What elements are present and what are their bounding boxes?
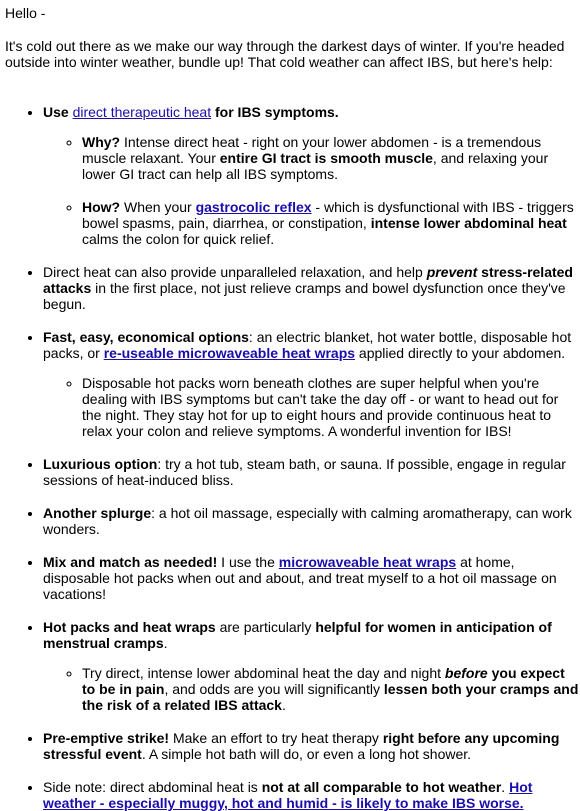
- list-item-relaxation: [43, 264, 580, 312]
- how-text-2: - which is dysfunctional with IBS - triggers bowel spasms, pain, diarrhea, or constipation,: [82, 199, 574, 231]
- options-text-1: : an electric blanket, hot water bottle, disposable hot packs, or: [43, 329, 572, 361]
- before-text-2: , and odds are you will significantly: [164, 681, 384, 697]
- options-bold: Fast, easy, economical options: [43, 329, 249, 345]
- how-label: How?: [82, 199, 121, 215]
- list-item-why: [82, 134, 579, 182]
- cramps-text-1: are particularly: [215, 619, 316, 635]
- relax-bold: stress-related attacks: [43, 264, 573, 296]
- side-note-text-1: Side note: direct abdominal heat is: [43, 779, 262, 795]
- before-bold-1: you expect to be in pain: [82, 665, 565, 697]
- preemptive-text-1: Make an effort to try heat therapy: [169, 730, 383, 746]
- direct-therapeutic-heat-link[interactable]: direct therapeutic heat: [72, 104, 212, 120]
- relax-text-1: Direct heat can also provide unparalleled relaxation, and help: [43, 264, 427, 280]
- list-item-luxurious-option: [43, 456, 580, 488]
- list-item-side-note: [43, 779, 580, 811]
- how-bold: intense lower abdominal heat: [370, 215, 567, 231]
- preemptive-bold-2: right before any upcoming stressful event: [43, 730, 560, 762]
- list-item-how: [82, 199, 579, 247]
- before-emphasis: before: [444, 665, 488, 681]
- side-note-text-2: .: [501, 779, 510, 795]
- reuseable-heat-wraps-link[interactable]: re-useable microwaveable heat wraps: [103, 345, 356, 361]
- before-bold-2: lessen both your cramps and the risk of a related IBS attack: [82, 681, 579, 713]
- disposable-text: Disposable hot packs worn beneath clothes are super helpful when you're dealing with IBS symptoms but can't take the day off - or want to head out for the night. They stay hot for up to eight hours and provide continuous heat to relax your colon and relieve symptoms. A wonderful invention for IBS!: [82, 375, 559, 439]
- splurge-text: : a hot oil massage, especially with calming aromatherapy, can work wonders.: [43, 505, 572, 537]
- how-text-1: When your: [120, 199, 196, 215]
- list-item-try-heat-before: [82, 665, 579, 713]
- list-item-mix-and-match: [43, 554, 580, 602]
- item1-lead: Use: [43, 104, 73, 120]
- intro-paragraph: It's cold out there as we make our way through the darkest days of winter. If you're headed outside into winter weather, bundle up! That cold weather can affect IBS, but here's help:: [5, 38, 565, 70]
- greeting: Hello -: [5, 5, 46, 21]
- gastrocolic-reflex-link[interactable]: gastrocolic reflex: [195, 199, 312, 215]
- why-text-2: , and relaxing your lower GI tract can help all IBS symptoms.: [82, 150, 549, 182]
- microwaveable-heat-wraps-link[interactable]: microwaveable heat wraps: [278, 554, 457, 570]
- mix-text-2: at home, disposable hot packs when out and about, and treat myself to a hot oil massage on vacations!: [43, 554, 557, 602]
- cramps-bold-2: helpful for women in anticipation of menstrual cramps: [43, 619, 552, 651]
- side-note-bold: not at all comparable to hot weather: [261, 779, 502, 795]
- relax-prevent: prevent: [426, 264, 478, 280]
- mix-text-1: I use the: [217, 554, 279, 570]
- cramps-text-2: .: [163, 635, 168, 651]
- list-item-economical-options: [43, 329, 580, 439]
- options-text-2: applied directly to your abdomen.: [355, 345, 566, 361]
- luxurious-text: : try a hot tub, steam bath, or sauna. If possible, engage in regular sessions of heat-induced bliss.: [43, 456, 566, 488]
- relax-text-2: in the first place, not just relieve cramps and bowel dysfunction once they've begun.: [43, 280, 566, 312]
- preemptive-text-2: . A simple hot bath will do, or even a long hot shower.: [141, 746, 472, 762]
- before-text-3: .: [281, 697, 286, 713]
- list-item-direct-heat: [43, 104, 580, 247]
- list-item-pre-emptive: [43, 730, 580, 762]
- why-label: Why?: [82, 134, 121, 150]
- tips-list: [5, 104, 580, 811]
- direct-heat-sublist: [43, 134, 580, 247]
- how-text-3: calms the colon for quick relief.: [82, 231, 275, 247]
- before-text-1: Try direct, intense lower abdominal heat the day and night: [82, 665, 445, 681]
- why-bold: entire GI tract is smooth muscle: [219, 150, 433, 166]
- luxurious-bold: Luxurious option: [43, 456, 158, 472]
- item1-tail: for IBS symptoms.: [211, 104, 339, 120]
- cramps-bold-1: Hot packs and heat wraps: [43, 619, 216, 635]
- list-item-disposable-packs: [82, 375, 579, 439]
- list-item-menstrual-cramps: [43, 619, 580, 713]
- list-item-splurge: [43, 505, 580, 537]
- cramps-sublist: [43, 665, 580, 713]
- splurge-bold: Another splurge: [43, 505, 152, 521]
- mix-bold: Mix and match as needed!: [43, 554, 218, 570]
- options-sublist: [43, 375, 580, 439]
- why-text-1: Intense direct heat - right on your lower abdomen - is a tremendous muscle relaxant. Your: [82, 134, 542, 166]
- hot-weather-link[interactable]: Hot weather - especially muggy, hot and humid - is likely to make IBS worse.: [43, 779, 533, 811]
- preemptive-bold-1: Pre-emptive strike!: [43, 730, 170, 746]
